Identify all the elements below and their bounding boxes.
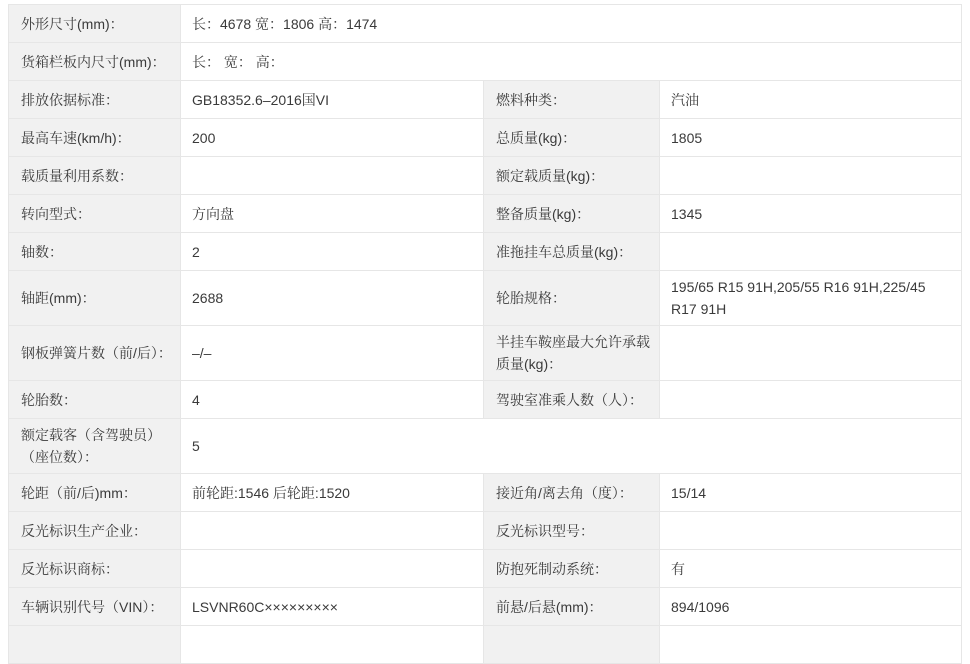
spec-label-cell: 载质量利用系数：: [9, 157, 181, 195]
spec-value-cell: [181, 550, 484, 588]
table-row: [9, 81, 962, 119]
spec-value-cell: 2: [181, 233, 484, 271]
spec-value-cell: 前轮距:1546 后轮距:1520: [181, 474, 484, 512]
spec-value-cell: 5: [181, 419, 962, 474]
table-row: [9, 474, 962, 512]
spec-value-cell: 1345: [660, 195, 962, 233]
spec-label-cell: 总质量(kg)：: [484, 119, 660, 157]
spec-label-cell: 钢板弹簧片数（前/后）：: [9, 326, 181, 381]
spec-value-cell: [660, 157, 962, 195]
spec-value-cell: [181, 626, 484, 664]
table-row: [9, 157, 962, 195]
table-row: [9, 512, 962, 550]
spec-label-cell: 轴数：: [9, 233, 181, 271]
spec-label-cell: 半挂车鞍座最大允许承载质量(kg)：: [484, 326, 660, 381]
spec-label-cell: 整备质量(kg)：: [484, 195, 660, 233]
spec-label-cell: 外形尺寸(mm)：: [9, 5, 181, 43]
spec-value-cell: 200: [181, 119, 484, 157]
spec-label-cell: 燃料种类：: [484, 81, 660, 119]
spec-label-cell: 车辆识别代号（VIN）：: [9, 588, 181, 626]
spec-label-cell: [9, 626, 181, 664]
table-row: [9, 419, 962, 474]
table-row: [9, 271, 962, 326]
spec-label-cell: 轮胎数：: [9, 381, 181, 419]
spec-label-cell: 排放依据标准：: [9, 81, 181, 119]
spec-label-cell: [484, 626, 660, 664]
spec-value-cell: 方向盘: [181, 195, 484, 233]
vehicle-spec-table: [8, 4, 962, 664]
spec-label-cell: 防抱死制动系统：: [484, 550, 660, 588]
spec-label-cell: 接近角/离去角（度）：: [484, 474, 660, 512]
spec-value-cell: [181, 157, 484, 195]
table-row: [9, 233, 962, 271]
spec-value-cell: LSVNR60C×××××××××: [181, 588, 484, 626]
spec-label-cell: 轮距（前/后)mm：: [9, 474, 181, 512]
spec-label-cell: 额定载客（含驾驶员）（座位数）：: [9, 419, 181, 474]
spec-label-cell: 转向型式：: [9, 195, 181, 233]
spec-label-cell: 轮胎规格：: [484, 271, 660, 326]
spec-value-cell: –/–: [181, 326, 484, 381]
spec-label-cell: 前悬/后悬(mm)：: [484, 588, 660, 626]
spec-value-cell: [660, 381, 962, 419]
spec-label-cell: 最高车速(km/h)：: [9, 119, 181, 157]
spec-label-cell: 反光标识型号：: [484, 512, 660, 550]
table-row-partial: [9, 626, 962, 664]
spec-table-body: [9, 5, 962, 664]
spec-label-cell: 反光标识商标：: [9, 550, 181, 588]
spec-value-cell: [181, 512, 484, 550]
spec-value-cell: GB18352.6–2016国VI: [181, 81, 484, 119]
spec-value-cell: 长： 宽： 高：: [181, 43, 962, 81]
spec-value-cell: [660, 626, 962, 664]
spec-value-cell: 15/14: [660, 474, 962, 512]
spec-value-cell: 长：4678 宽：1806 高：1474: [181, 5, 962, 43]
table-row: [9, 381, 962, 419]
spec-label-cell: 额定载质量(kg)：: [484, 157, 660, 195]
spec-value-cell: [660, 326, 962, 381]
spec-value-cell: 汽油: [660, 81, 962, 119]
spec-label-cell: 驾驶室准乘人数（人）：: [484, 381, 660, 419]
table-row: [9, 588, 962, 626]
table-row: [9, 43, 962, 81]
spec-value-cell: 4: [181, 381, 484, 419]
spec-label-cell: 准拖挂车总质量(kg)：: [484, 233, 660, 271]
spec-value-cell: 2688: [181, 271, 484, 326]
table-row: [9, 119, 962, 157]
spec-value-cell: [660, 233, 962, 271]
table-row: [9, 195, 962, 233]
spec-value-cell: 894/1096: [660, 588, 962, 626]
spec-value-cell: 有: [660, 550, 962, 588]
spec-label-cell: 轴距(mm)：: [9, 271, 181, 326]
spec-label-cell: 反光标识生产企业：: [9, 512, 181, 550]
table-row: [9, 5, 962, 43]
spec-label-cell: 货箱栏板内尺寸(mm)：: [9, 43, 181, 81]
table-row: [9, 326, 962, 381]
table-row: [9, 550, 962, 588]
spec-value-cell: 1805: [660, 119, 962, 157]
spec-value-cell: 195/65 R15 91H,205/55 R16 91H,225/45 R17 91H: [660, 271, 962, 326]
spec-value-cell: [660, 512, 962, 550]
